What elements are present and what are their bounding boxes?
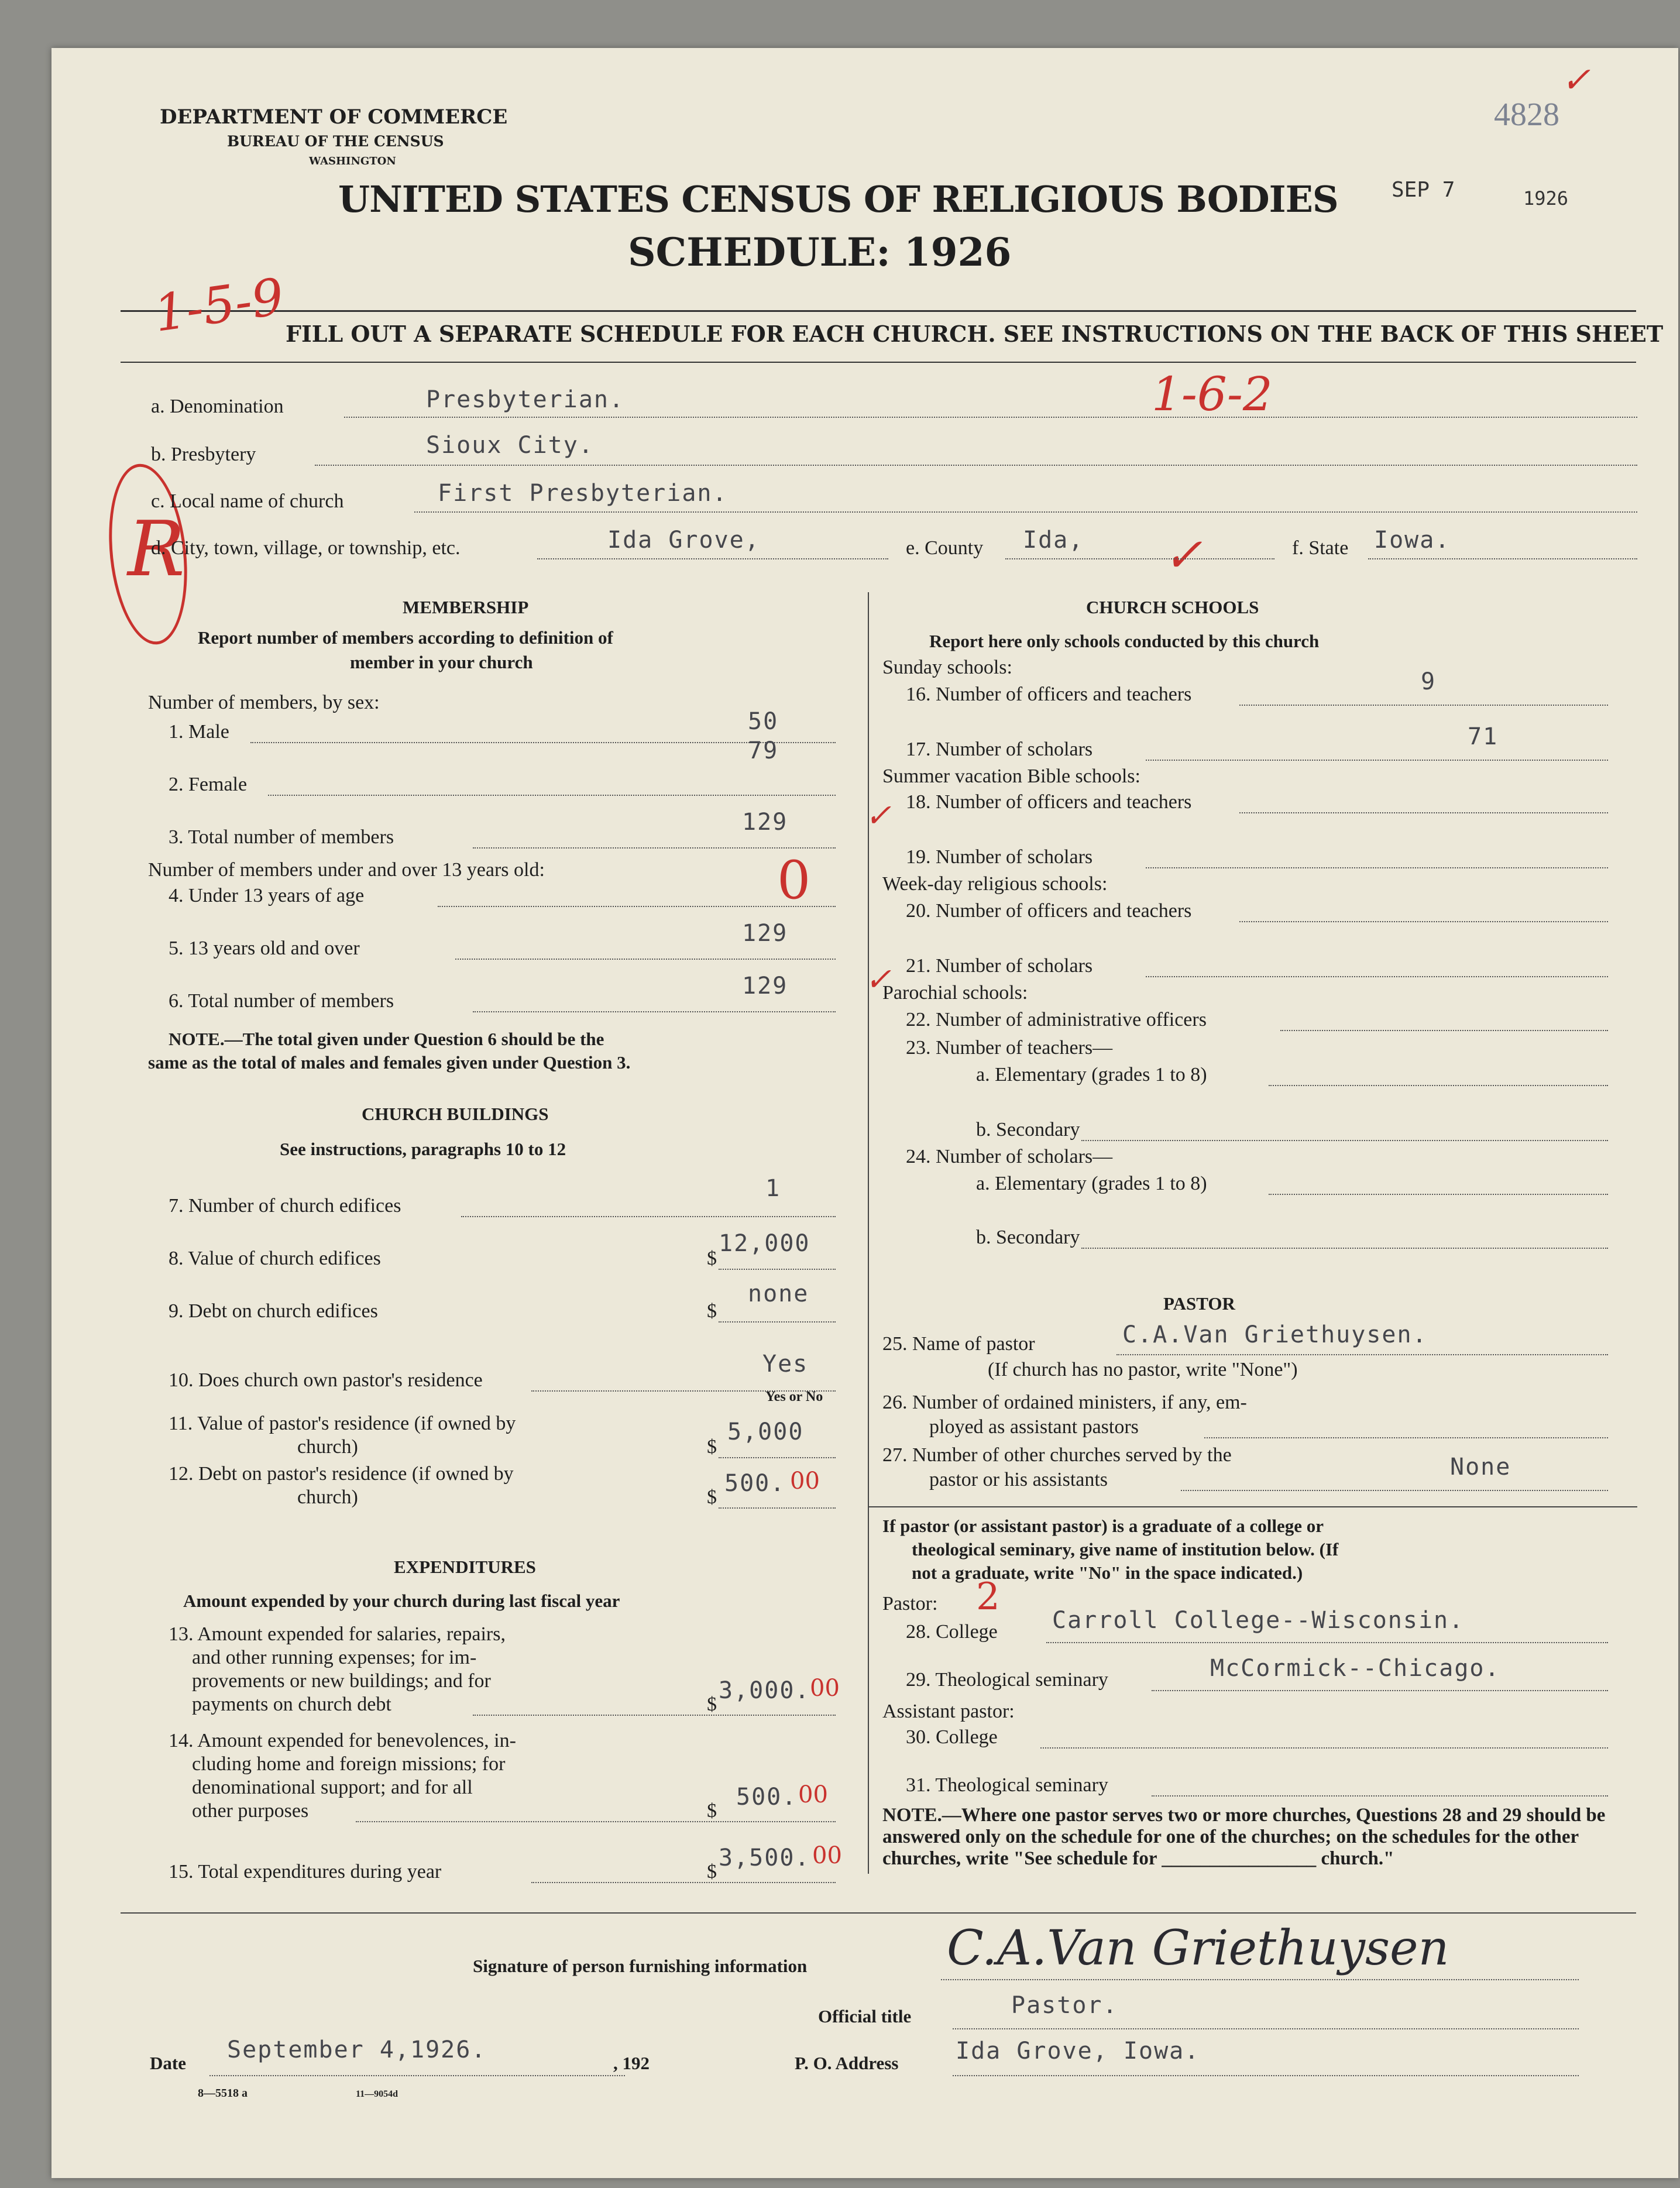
red-mark-two: 2 xyxy=(976,1575,1000,1619)
q9-value[interactable]: none xyxy=(748,1280,809,1307)
q2-female-value[interactable]: 79 xyxy=(748,737,779,764)
pastor-note: NOTE.—Where one pastor serves two or more churches, Questions 28 and 29 should be answered only on the schedule for one of the churches; on the schedules for the other churches, write "See schedule for ________________ church." xyxy=(882,1805,1606,1869)
q12-cents: 00 xyxy=(790,1468,820,1495)
q17-label: 17. Number of scholars xyxy=(906,739,1093,760)
membership-heading: MEMBERSHIP xyxy=(403,597,529,617)
q23a-rule xyxy=(1269,1085,1608,1086)
weekday-schools-label: Week-day religious schools: xyxy=(882,873,1108,895)
q28-rule xyxy=(1046,1642,1608,1643)
q9-label: 9. Debt on church edifices xyxy=(169,1300,378,1322)
received-stamp-year: 1926 xyxy=(1523,187,1569,209)
q28-value[interactable]: Carroll College--Wisconsin. xyxy=(1052,1607,1465,1634)
local-church-rule xyxy=(414,511,1637,513)
county-rule xyxy=(1005,558,1274,559)
expenditures-subhead: Amount expended by your church during last fiscal year xyxy=(183,1591,620,1611)
q25-rule xyxy=(1116,1354,1608,1355)
sunday-schools-label: Sunday schools: xyxy=(882,657,1012,678)
date-value[interactable]: September 4,1926. xyxy=(227,2036,487,2063)
q7-label: 7. Number of church edifices xyxy=(169,1195,401,1217)
q14-line-2: cluding home and foreign missions; for xyxy=(192,1753,506,1775)
q18-rule xyxy=(1239,812,1608,813)
q24b-label: b. Secondary xyxy=(976,1227,1080,1248)
assistant-pastor-subhead: Assistant pastor: xyxy=(882,1701,1015,1722)
presbytery-rule xyxy=(315,465,1637,466)
q29-rule xyxy=(1152,1690,1608,1691)
q16-label: 16. Number of officers and teachers xyxy=(906,683,1192,705)
presbytery-value[interactable]: Sioux City. xyxy=(426,432,594,459)
q13-line-2: and other running expenses; for im- xyxy=(192,1647,477,1668)
date-rule xyxy=(209,2075,625,2076)
pastor-divider xyxy=(868,1506,1637,1507)
po-address-value[interactable]: Ida Grove, Iowa. xyxy=(956,2038,1200,2065)
q12-rule xyxy=(719,1507,836,1509)
q11-value[interactable]: 5,000 xyxy=(727,1418,804,1445)
q14-line-4: other purposes xyxy=(192,1800,309,1822)
q27-rule xyxy=(1181,1490,1608,1491)
q18-label: 18. Number of officers and teachers xyxy=(906,791,1192,813)
red-mark-q3: ✓ xyxy=(865,797,892,834)
red-checkmark-county: ✓ xyxy=(1163,528,1203,582)
q11-rule xyxy=(719,1457,836,1458)
column-divider xyxy=(868,592,869,1874)
q13-value[interactable]: 3,000. xyxy=(719,1677,810,1704)
q2-rule xyxy=(268,795,836,796)
instruction-banner: FILL OUT A SEPARATE SCHEDULE FOR EACH CHURCH. SEE INSTRUCTIONS ON THE BACK OF THIS SHEET xyxy=(286,321,1664,347)
city-value[interactable]: Ida Grove, xyxy=(607,527,760,554)
signature-value[interactable]: C.A.Van Griethuysen xyxy=(947,1921,1449,1976)
red-mark-q6: ✓ xyxy=(865,961,892,998)
denomination-label: a. Denomination xyxy=(151,396,284,417)
local-church-value[interactable]: First Presbyterian. xyxy=(438,480,728,507)
q6-total-value[interactable]: 129 xyxy=(742,973,788,999)
q15-rule xyxy=(531,1882,836,1883)
q29-label: 29. Theological seminary xyxy=(906,1669,1108,1691)
denomination-value[interactable]: Presbyterian. xyxy=(426,386,625,413)
q27-label-2: pastor or his assistants xyxy=(929,1469,1108,1490)
q13-rule xyxy=(473,1715,836,1716)
graduate-note-3: not a graduate, write "No" in the space indicated.) xyxy=(912,1562,1303,1583)
q13-cents: 00 xyxy=(810,1675,840,1702)
bureau-city: WASHINGTON xyxy=(309,155,396,167)
form-number-1: 8—5518 a xyxy=(198,2087,248,2100)
q25-label: 25. Name of pastor xyxy=(882,1333,1035,1355)
yes-or-no-hint: Yes or No xyxy=(765,1389,823,1404)
date-year-suffix: , 192 xyxy=(613,2053,650,2073)
q13-dollar: $ xyxy=(707,1694,717,1715)
q20-rule xyxy=(1239,921,1608,922)
official-title-label: Official title xyxy=(818,2006,912,2026)
q19-rule xyxy=(1146,867,1608,868)
graduate-note-2: theological seminary, give name of institution below. (If xyxy=(912,1539,1339,1560)
q12-value[interactable]: 500. xyxy=(724,1470,786,1497)
q25-value[interactable]: C.A.Van Griethuysen. xyxy=(1122,1321,1428,1348)
q3-rule xyxy=(473,847,836,849)
q16-value[interactable]: 9 xyxy=(1421,668,1437,695)
q24-label: 24. Number of scholars— xyxy=(906,1146,1113,1167)
city-rule xyxy=(537,558,888,559)
q12-label-2: church) xyxy=(297,1486,358,1508)
po-address-rule xyxy=(953,2075,1579,2076)
q1-male-label: 1. Male xyxy=(169,721,229,743)
banner-divider xyxy=(121,362,1636,363)
membership-subhead-2: member in your church xyxy=(350,652,533,672)
q16-rule xyxy=(1239,705,1608,706)
membership-subhead-1: Report number of members according to definition of xyxy=(198,627,613,648)
q7-rule xyxy=(461,1216,836,1217)
handwritten-code-b: 1-6-2 xyxy=(1152,367,1273,421)
members-by-age-label: Number of members under and over 13 years old: xyxy=(148,859,545,881)
q4-under13-label: 4. Under 13 years of age xyxy=(169,885,365,906)
q10-label: 10. Does church own pastor's residence xyxy=(169,1369,483,1391)
presbytery-label: b. Presbytery xyxy=(151,444,256,465)
q6-rule xyxy=(473,1011,836,1012)
handwritten-code-a: 1-5-9 xyxy=(150,267,288,344)
q17-rule xyxy=(1146,760,1608,761)
membership-note-2: same as the total of males and females given under Question 3. xyxy=(148,1052,631,1073)
q11-dollar: $ xyxy=(707,1436,717,1458)
pastor-heading: PASTOR xyxy=(1163,1293,1235,1314)
membership-note-1: NOTE.—The total given under Question 6 should be the xyxy=(169,1029,604,1049)
q30-label: 30. College xyxy=(906,1726,998,1748)
q20-label: 20. Number of officers and teachers xyxy=(906,900,1192,922)
q13-line-4: payments on church debt xyxy=(192,1694,391,1715)
form-number-2: 11—9054d xyxy=(356,2089,398,2099)
q11-label-1: 11. Value of pastor's residence (if owned by xyxy=(169,1413,516,1434)
q6-total-label: 6. Total number of members xyxy=(169,990,394,1012)
q24a-label: a. Elementary (grades 1 to 8) xyxy=(976,1173,1207,1194)
q8-dollar: $ xyxy=(707,1248,717,1269)
po-address-label: P. O. Address xyxy=(795,2053,899,2073)
buildings-subhead: See instructions, paragraphs 10 to 12 xyxy=(280,1139,566,1159)
signature-rule xyxy=(941,1979,1579,1980)
summer-schools-label: Summer vacation Bible schools: xyxy=(882,765,1140,787)
q8-label: 8. Value of church edifices xyxy=(169,1248,381,1269)
q13-line-1: 13. Amount expended for salaries, repairs, xyxy=(169,1623,506,1645)
expenditures-heading: EXPENDITURES xyxy=(394,1557,536,1577)
q10-value[interactable]: Yes xyxy=(762,1351,809,1378)
q30-rule xyxy=(1040,1747,1608,1749)
members-by-sex-label: Number of members, by sex: xyxy=(148,692,380,713)
q29-value[interactable]: McCormick--Chicago. xyxy=(1210,1655,1500,1682)
q9-dollar: $ xyxy=(707,1300,717,1322)
q15-value[interactable]: 3,500. xyxy=(719,1844,810,1871)
q1-male-value[interactable]: 50 xyxy=(748,708,779,735)
q22-label: 22. Number of administrative officers xyxy=(906,1009,1207,1031)
q23b-rule xyxy=(1081,1140,1608,1141)
q15-cents: 00 xyxy=(812,1842,842,1869)
buildings-heading: CHURCH BUILDINGS xyxy=(362,1104,549,1124)
q12-label-1: 12. Debt on pastor's residence (if owned by xyxy=(169,1463,514,1485)
state-rule xyxy=(1368,558,1637,559)
q21-label: 21. Number of scholars xyxy=(906,955,1093,977)
q5-rule xyxy=(455,959,836,960)
q24a-rule xyxy=(1269,1194,1608,1195)
q23b-label: b. Secondary xyxy=(976,1119,1080,1141)
handwritten-r: R xyxy=(128,504,185,593)
q26-label-1: 26. Number of ordained ministers, if any, em- xyxy=(882,1392,1247,1413)
stamped-number: 4828 xyxy=(1494,97,1559,133)
q14-rule xyxy=(356,1821,836,1822)
signature-label: Signature of person furnishing information xyxy=(473,1956,808,1976)
q5-over13-label: 5. 13 years old and over xyxy=(169,937,360,959)
q31-label: 31. Theological seminary xyxy=(906,1774,1108,1796)
q7-value[interactable]: 1 xyxy=(765,1175,781,1202)
census-schedule-sheet xyxy=(51,48,1678,2178)
denomination-rule xyxy=(344,417,1637,418)
q8-rule xyxy=(719,1269,836,1270)
state-label: f. State xyxy=(1292,537,1349,559)
q31-rule xyxy=(1152,1795,1608,1797)
q15-label: 15. Total expenditures during year xyxy=(169,1861,442,1883)
county-label: e. County xyxy=(906,537,984,559)
pastor-subhead: Pastor: xyxy=(882,1593,938,1615)
q9-rule xyxy=(719,1321,836,1323)
q12-dollar: $ xyxy=(707,1486,717,1508)
q14-dollar: $ xyxy=(707,1800,717,1822)
q4-rule xyxy=(438,906,836,907)
q19-label: 19. Number of scholars xyxy=(906,846,1093,868)
q2-female-label: 2. Female xyxy=(169,774,248,795)
q8-value[interactable]: 12,000 xyxy=(719,1230,810,1257)
schools-heading: CHURCH SCHOOLS xyxy=(1086,597,1259,617)
footer-divider xyxy=(121,1912,1636,1914)
received-stamp-date: SEP 7 xyxy=(1392,178,1455,202)
q26-label-2: ployed as assistant pastors xyxy=(929,1416,1139,1438)
q13-line-3: provements or new buildings; and for xyxy=(192,1670,491,1692)
q22-rule xyxy=(1280,1030,1608,1031)
q23-label: 23. Number of teachers— xyxy=(906,1037,1113,1059)
q15-dollar: $ xyxy=(707,1861,717,1883)
schedule-year-title: SCHEDULE: 1926 xyxy=(628,229,1012,275)
parochial-schools-label: Parochial schools: xyxy=(882,982,1028,1004)
red-checkmark-top: ✓ xyxy=(1561,60,1591,101)
top-divider xyxy=(121,310,1636,312)
official-title-value[interactable]: Pastor. xyxy=(1011,1992,1118,2019)
graduate-note-1: If pastor (or assistant pastor) is a graduate of a college or xyxy=(882,1516,1324,1536)
q17-value[interactable]: 71 xyxy=(1468,723,1499,750)
q4-under13-value[interactable]: 0 xyxy=(777,850,811,911)
q14-line-1: 14. Amount expended for benevolences, in- xyxy=(169,1730,516,1751)
q5-over13-value[interactable]: 129 xyxy=(742,920,788,947)
q14-cents: 00 xyxy=(798,1781,828,1808)
local-church-label: c. Local name of church xyxy=(151,490,344,512)
q25-note: (If church has no pastor, write "None") xyxy=(988,1359,1298,1380)
form-title: UNITED STATES CENSUS OF RELIGIOUS BODIES xyxy=(338,178,1338,221)
state-value[interactable]: Iowa. xyxy=(1374,527,1451,554)
q3-total-value[interactable]: 129 xyxy=(742,809,788,836)
q26-rule xyxy=(1204,1437,1608,1438)
date-label: Date xyxy=(150,2053,186,2073)
q14-line-3: denominational support; and for all xyxy=(192,1777,473,1798)
county-value[interactable]: Ida, xyxy=(1023,527,1084,554)
q14-value[interactable]: 500. xyxy=(736,1784,798,1811)
bureau-name: BUREAU OF THE CENSUS xyxy=(227,133,444,150)
q27-label-1: 27. Number of other churches served by the xyxy=(882,1444,1232,1466)
q24b-rule xyxy=(1081,1248,1608,1249)
q3-total-label: 3. Total number of members xyxy=(169,826,394,848)
q23a-label: a. Elementary (grades 1 to 8) xyxy=(976,1064,1207,1086)
city-label: d. City, town, village, or township, etc. xyxy=(151,537,461,559)
official-title-rule xyxy=(953,2028,1579,2029)
q11-label-2: church) xyxy=(297,1436,358,1458)
schools-subhead: Report here only schools conducted by this church xyxy=(929,631,1320,651)
q27-value[interactable]: None xyxy=(1450,1454,1511,1481)
department-name: DEPARTMENT OF COMMERCE xyxy=(160,105,508,129)
q21-rule xyxy=(1146,976,1608,977)
q28-label: 28. College xyxy=(906,1621,998,1643)
